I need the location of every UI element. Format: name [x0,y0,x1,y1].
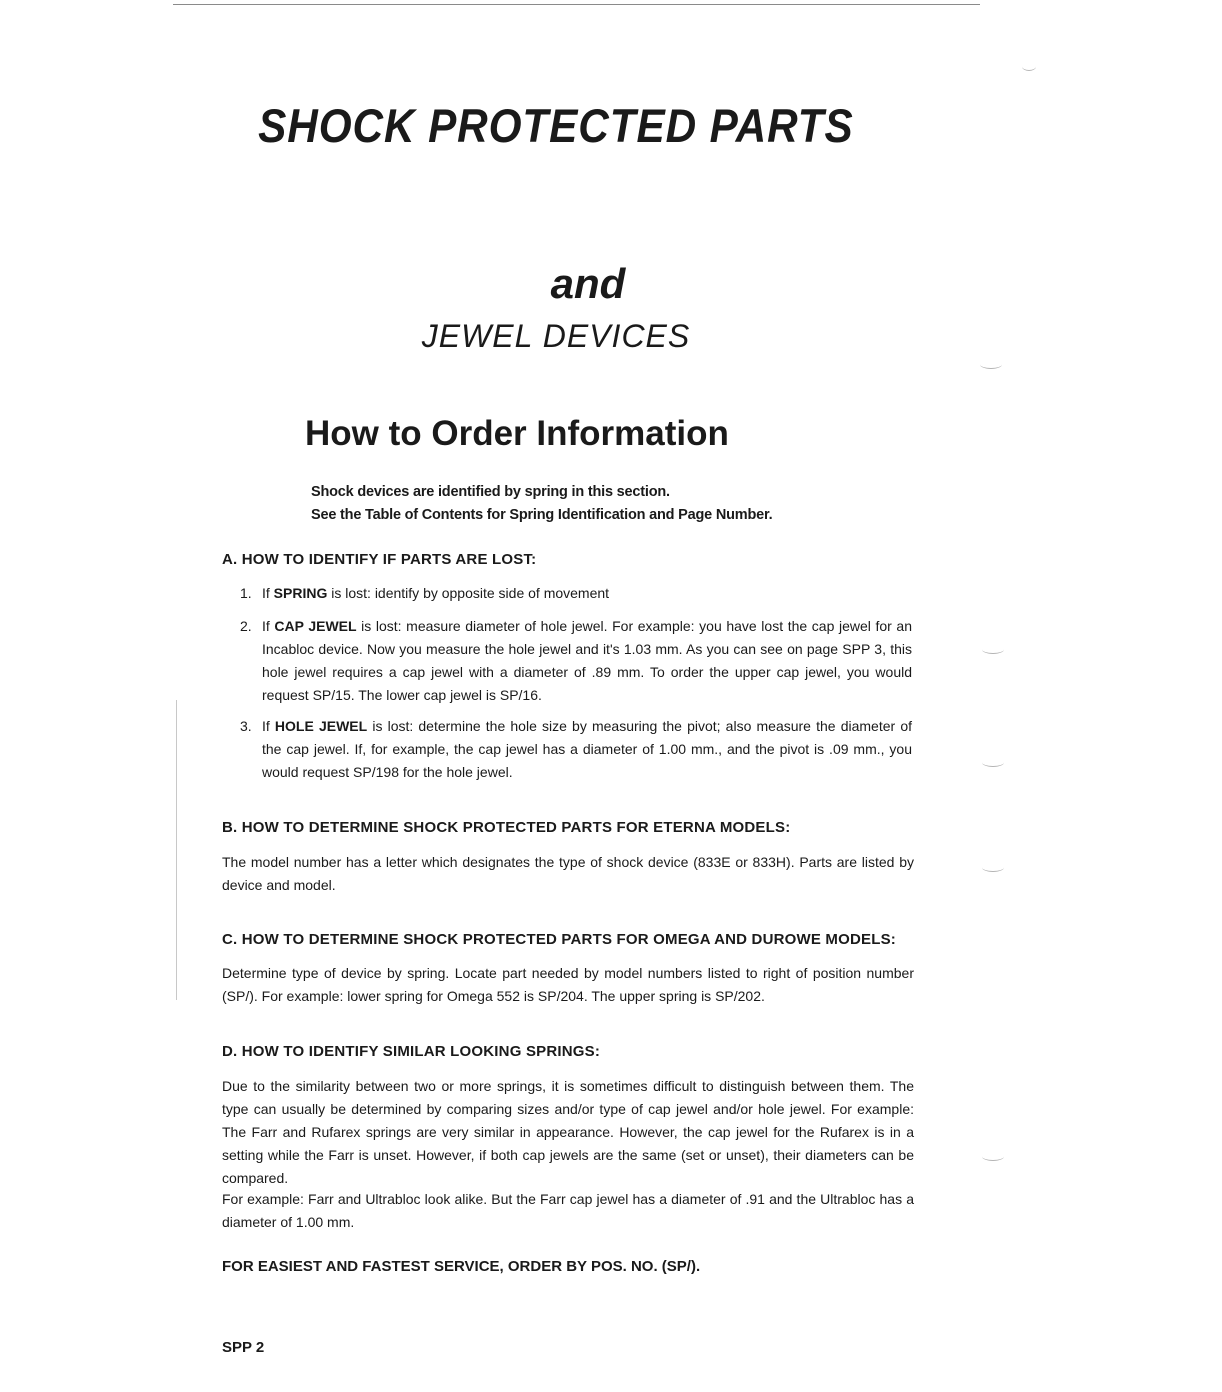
section-c-heading: C. HOW TO DETERMINE SHOCK PROTECTED PARTS FOR OMEGA AND DUROWE MODELS: [222,931,896,948]
scan-mark [982,863,1004,872]
section-b-text: The model number has a letter which designates the type of shock device (833E or 833H). Parts are listed by device and model. [222,854,914,893]
item-prefix: If [262,585,274,601]
intro-line-2: See the Table of Contents for Spring Identification and Page Number. [311,507,773,523]
scan-mark [980,360,1002,369]
item-text: is lost: determine the hole size by measuring the pivot; also measure the diameter of the cap jewel. If, for example, the cap jewel has a diameter of 1.00 mm., and the pivot is .09 mm., you would request SP/198 for the hole jewel. [262,718,912,780]
scan-mark [982,1152,1004,1161]
item-keyword: SPRING [273,585,328,601]
margin-line [176,700,177,1000]
top-rule [173,4,980,5]
section-c-text: Determine type of device by spring. Locate part needed by model numbers listed to right of position number (SP/). For example: lower spring for Omega 552 is SP/204. The upper spring is SP/202. [222,965,914,1004]
item-body [262,715,912,784]
section-d-heading: D. HOW TO IDENTIFY SIMILAR LOOKING SPRINGS: [222,1043,601,1060]
list-item [240,715,912,784]
intro-line-1: Shock devices are identified by spring in this section. [311,484,670,500]
item-body [262,582,912,605]
title-conjunction [0,260,1222,308]
item-prefix: If [262,618,275,634]
section-d-text-2: For example: Farr and Ultrabloc look alike. But the Farr cap jewel has a diameter of .91 and the Ultrabloc has a diameter of 1.00 mm. [222,1191,914,1230]
scan-mark [982,758,1004,767]
subtitle-text: JEWEL DEVICES [421,318,691,354]
scan-mark [1022,62,1036,71]
item-number: 2. [240,618,252,634]
item-keyword: CAP JEWEL [274,618,357,634]
list-item [240,615,912,707]
item-prefix: If [262,718,275,734]
page-subtitle [0,318,1222,355]
section-d-text-1: Due to the similarity between two or more springs, it is sometimes difficult to distinguish between them. The type can usually be determined by comparing sizes and/or type of cap jewel and/or hole jewel. For example: The Farr and Rufarex springs are very similar in appearance. However, the cap jewel for the Rufarex is in a setting while the Farr is unset. However, if both cap jewels are the same (set or unset), their diameters can be compared. [222,1078,914,1186]
list-item [240,582,912,605]
item-text: is lost: measure diameter of hole jewel. For example: you have lost the cap jewel for an Incabloc device. Now you measure the hole jewel and it's 1.03 mm. As you can see on page SPP 3, this hole jewel requires a cap jewel with a diameter of .89 mm. To order the upper cap jewel, you would request SP/15. The lower cap jewel is SP/16. [262,618,913,703]
section-a-heading: A. HOW TO IDENTIFY IF PARTS ARE LOST: [222,551,537,568]
page-title: SHOCK PROTECTED PARTS [258,99,854,152]
item-keyword: HOLE JEWEL [274,718,368,734]
service-note: FOR EASIEST AND FASTEST SERVICE, ORDER BY POS. NO. (SP/). [222,1258,701,1275]
item-number: 3. [240,718,252,734]
item-number: 1. [240,585,252,601]
conjunction-text: and [550,260,626,307]
section-heading: How to Order Information [305,414,729,453]
page-number: SPP 2 [222,1339,265,1356]
scan-mark [982,645,1004,654]
section-b-heading: B. HOW TO DETERMINE SHOCK PROTECTED PARTS FOR ETERNA MODELS: [222,819,791,836]
item-body [262,615,912,707]
item-text: is lost: identify by opposite side of movement [327,585,610,601]
